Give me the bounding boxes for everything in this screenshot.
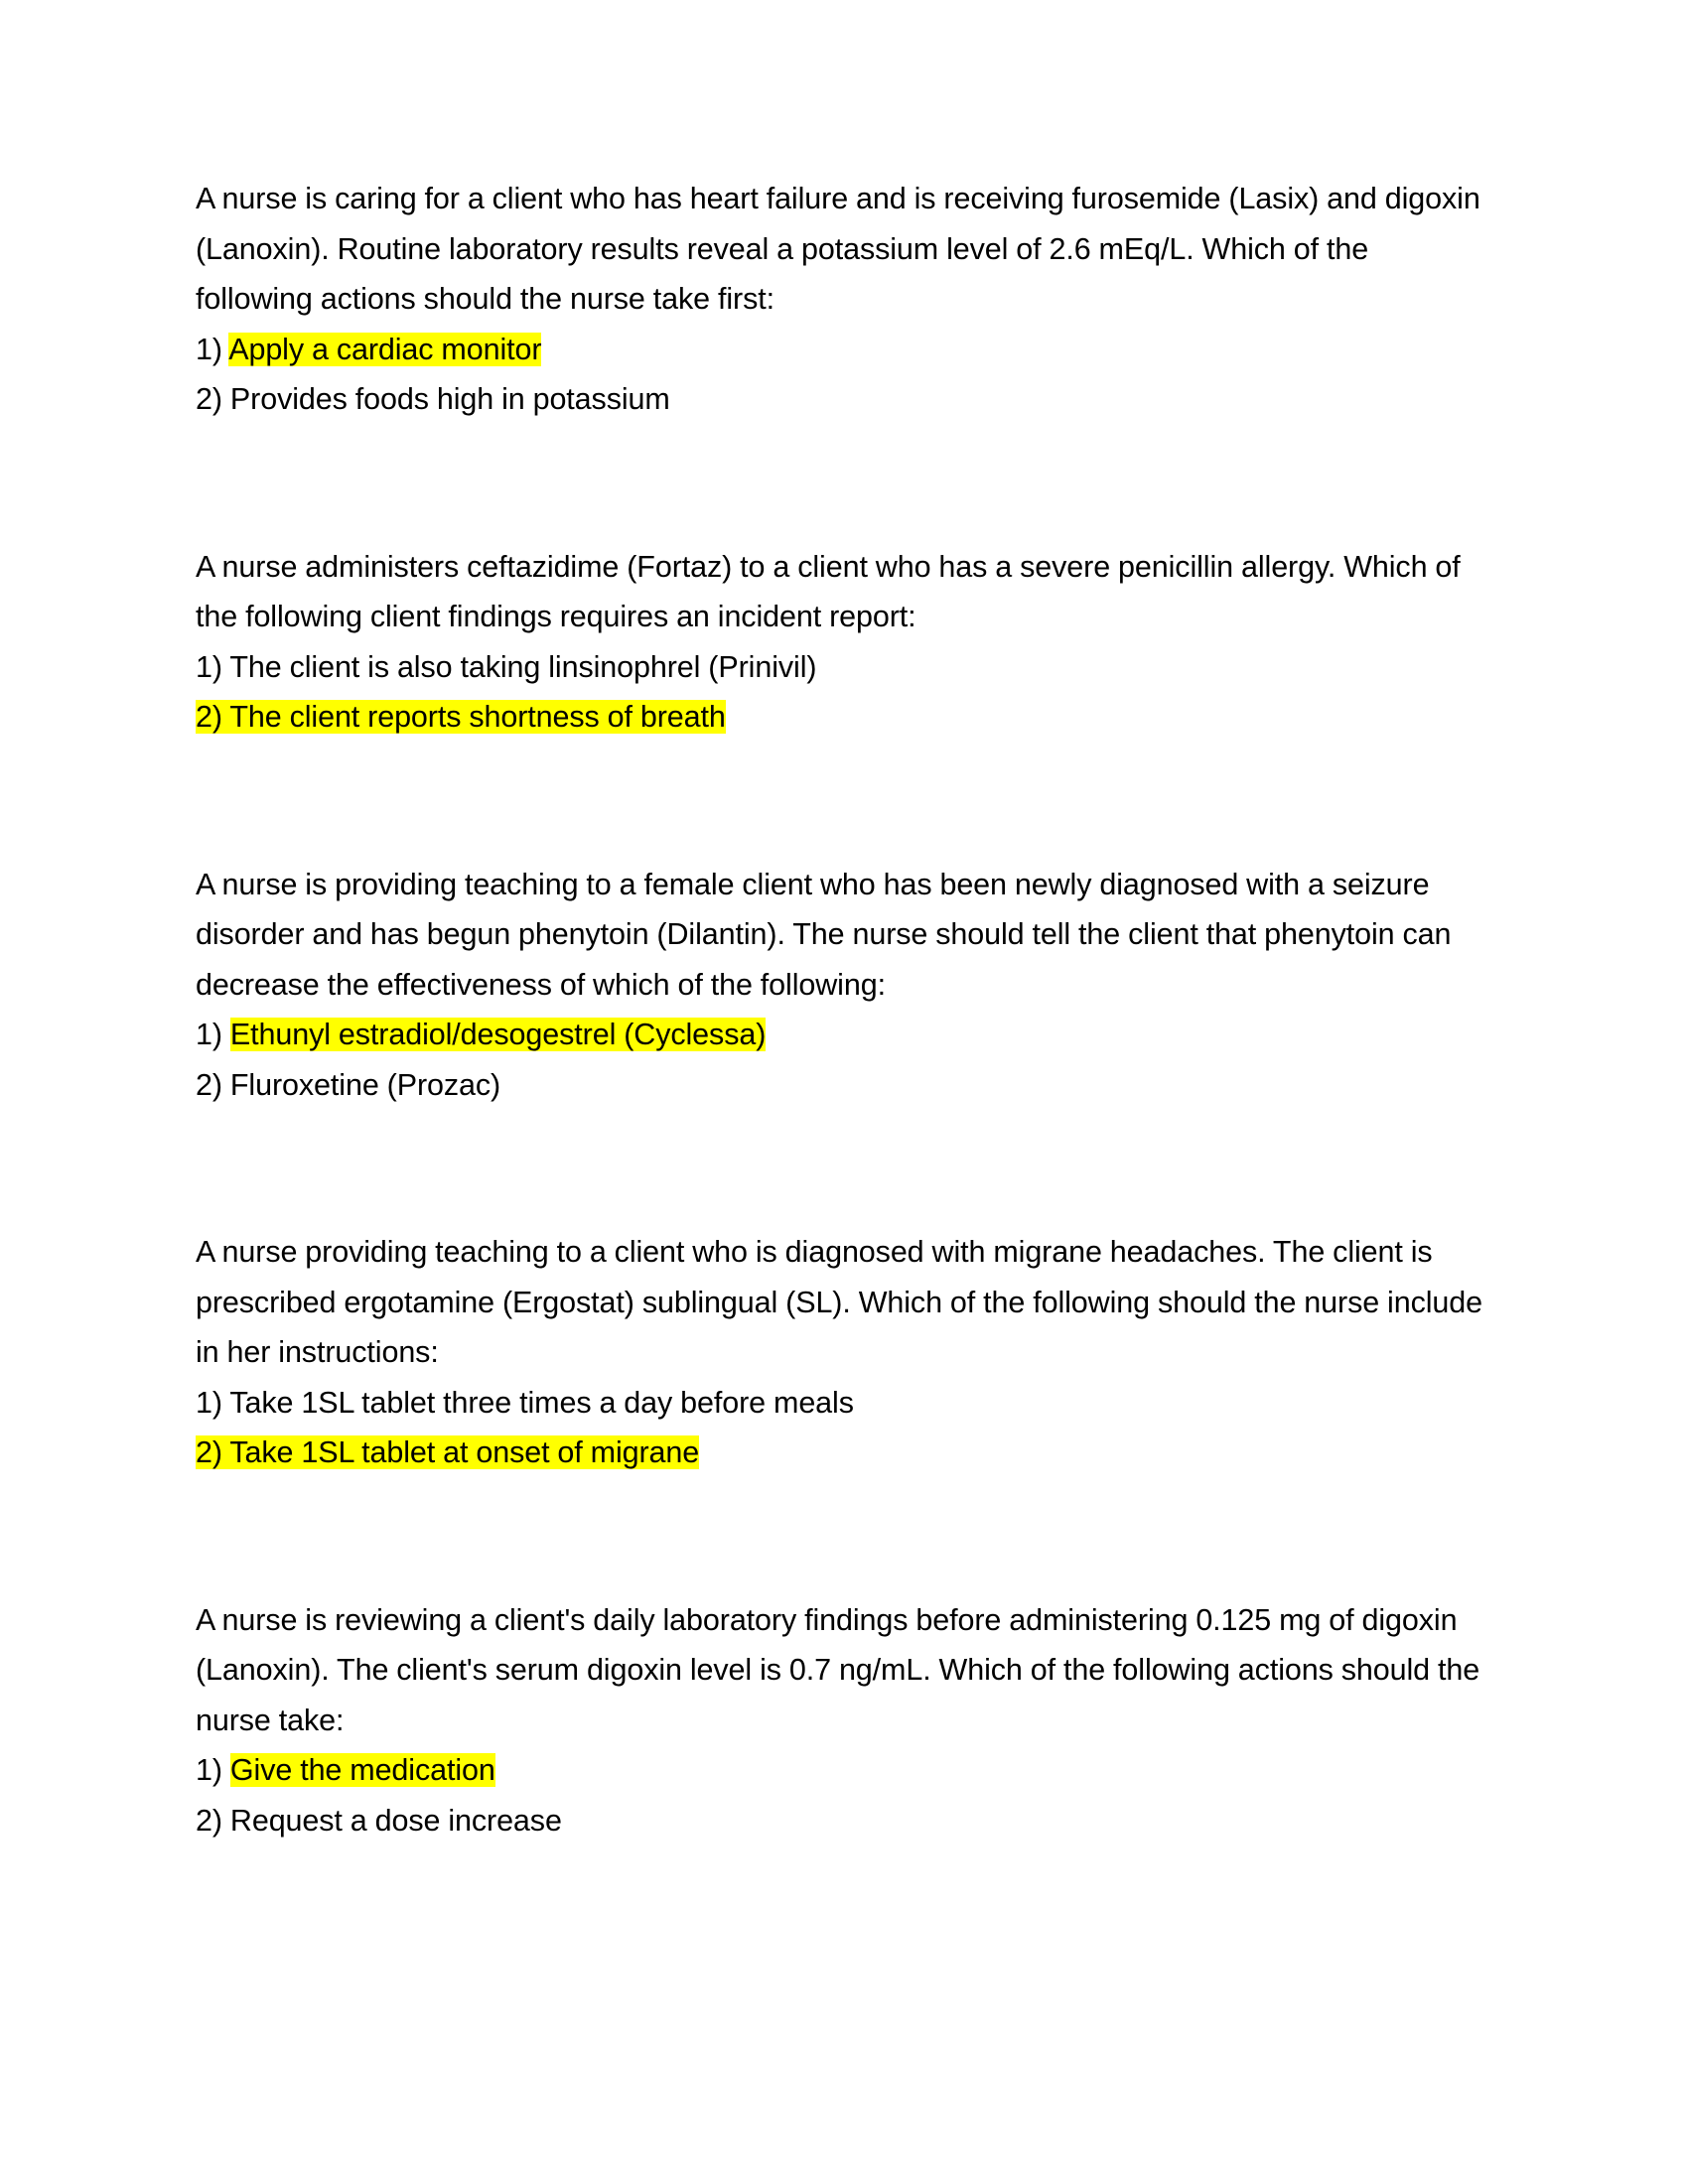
option-text: Take 1SL tablet at onset of migrane	[229, 1435, 700, 1469]
option-number: 2)	[196, 700, 230, 734]
option-number: 1)	[196, 332, 229, 366]
answer-option-list	[196, 1010, 1491, 1110]
highlighted-answer: Apply a cardiac monitor	[228, 332, 542, 366]
answer-option[interactable]	[196, 692, 1491, 743]
option-number: 1)	[196, 1018, 230, 1051]
answer-option-list	[196, 1745, 1491, 1845]
question-block	[196, 174, 1491, 425]
highlighted-answer	[196, 1435, 699, 1469]
answer-option[interactable]	[196, 374, 1491, 425]
option-number: 1)	[196, 1385, 230, 1420]
option-text: Fluroxetine (Prozac)	[229, 1067, 501, 1102]
answer-option[interactable]	[196, 1378, 1491, 1429]
highlighted-answer	[196, 700, 726, 734]
option-number: 1)	[196, 1753, 230, 1787]
option-text: Take 1SL tablet three times a day before meals	[229, 1385, 854, 1420]
option-number: 2)	[196, 382, 230, 416]
question-block	[196, 542, 1491, 743]
option-number: 2)	[196, 1067, 230, 1102]
question-block	[196, 860, 1491, 1111]
answer-option[interactable]	[196, 1010, 1491, 1060]
highlighted-answer: Give the medication	[229, 1753, 495, 1787]
answer-option-list	[196, 1378, 1491, 1478]
answer-option-list	[196, 642, 1491, 743]
answer-option[interactable]	[196, 642, 1491, 693]
answer-option[interactable]	[196, 1428, 1491, 1478]
question-stem: A nurse is providing teaching to a female client who has been newly diagnosed with a seizure disorder and has begun phenytoin (Dilantin). The nurse should tell the client that phenytoin can decrease the effectiveness of which of the following:	[196, 867, 1452, 1002]
question-stem: A nurse is caring for a client who has heart failure and is receiving furosemide (Lasix) and digoxin (Lanoxin). Routine laboratory results reveal a potassium level of 2.6 mEq/L. Which of the following actions should the nurse take first:	[196, 182, 1480, 316]
option-text: Provides foods high in potassium	[229, 382, 670, 416]
option-number: 1)	[196, 649, 230, 684]
answer-option[interactable]	[196, 325, 1491, 375]
question-stem: A nurse administers ceftazidime (Fortaz) to a client who has a severe penicillin allergy. Which of the following client findings requires an incident report:	[196, 549, 1461, 633]
option-text: Request a dose increase	[229, 1803, 562, 1838]
answer-option[interactable]	[196, 1796, 1491, 1846]
question-stem: A nurse is reviewing a client's daily laboratory findings before administering 0.125 mg of digoxin (Lanoxin). The client's serum digoxin level is 0.7 ng/mL. Which of the following actions should the nurse take:	[196, 1602, 1480, 1737]
option-text: The client is also taking linsinophrel (Prinivil)	[229, 649, 817, 684]
question-stem: A nurse providing teaching to a client who is diagnosed with migrane headaches. The client is prescribed ergotamine (Ergostat) sublingual (SL). Which of the following should the nurse include in her instructions:	[196, 1235, 1483, 1369]
answer-option[interactable]	[196, 1060, 1491, 1111]
highlighted-answer: Ethunyl estradiol/desogestrel (Cyclessa)	[229, 1018, 767, 1051]
answer-option[interactable]	[196, 1745, 1491, 1796]
option-text: The client reports shortness of breath	[229, 700, 726, 734]
option-number: 2)	[196, 1435, 230, 1469]
question-block	[196, 1595, 1491, 1846]
question-block	[196, 1227, 1491, 1478]
document-body	[196, 174, 1491, 1845]
option-number: 2)	[196, 1803, 230, 1838]
answer-option-list	[196, 325, 1491, 425]
